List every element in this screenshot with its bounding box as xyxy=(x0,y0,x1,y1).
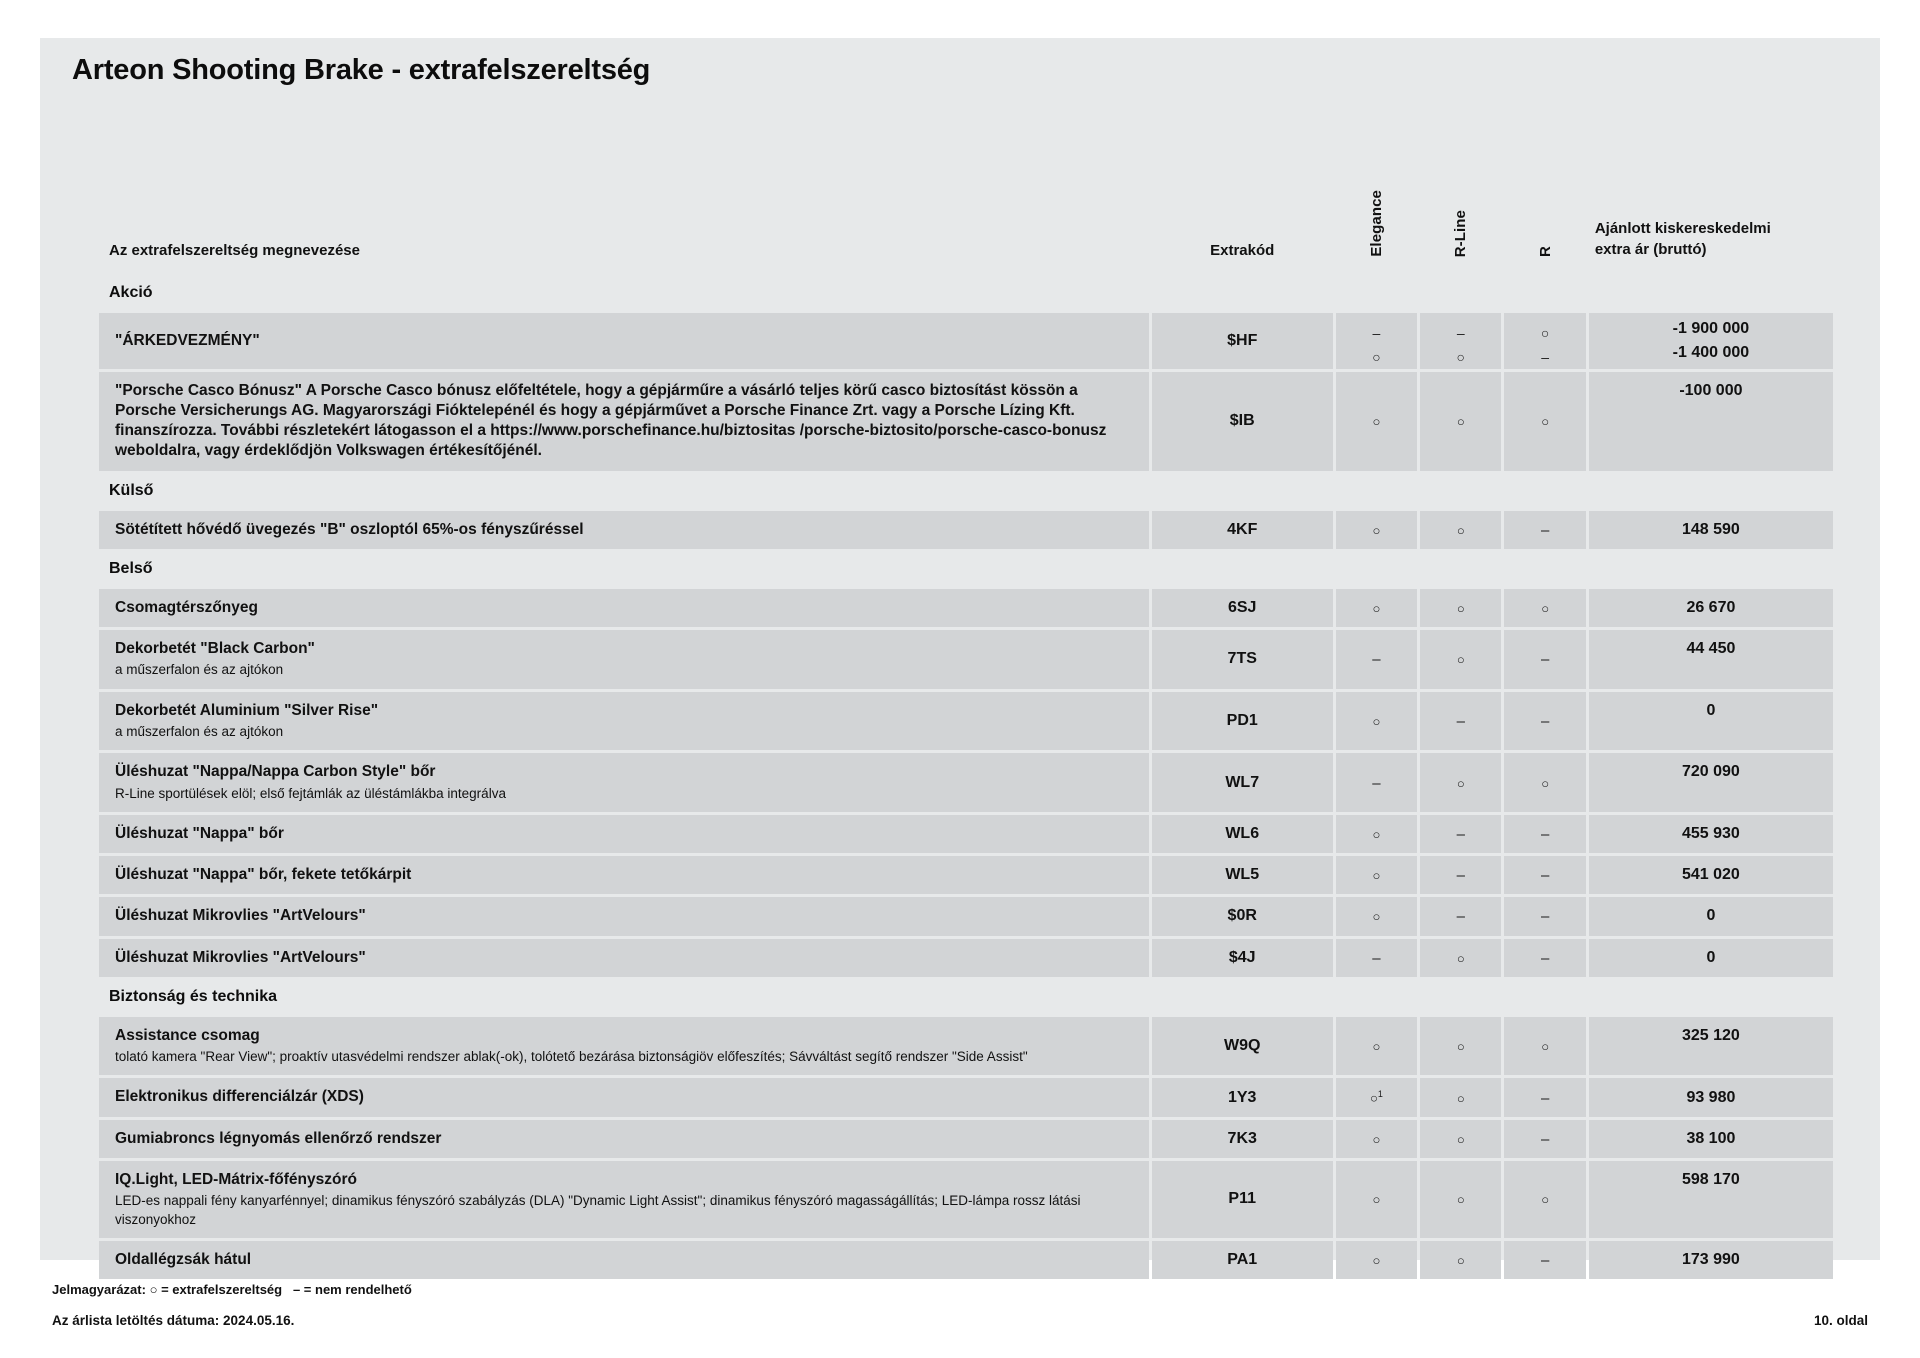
availability-rline xyxy=(1420,1017,1501,1076)
extra-price: 0 xyxy=(1589,939,1833,977)
extra-title: Gumiabroncs légnyomás ellenőrző rendszer xyxy=(115,1129,442,1147)
group-heading: Akció xyxy=(109,284,153,301)
availability-r xyxy=(1504,1241,1585,1279)
availability-mark: – xyxy=(1540,826,1550,844)
availability-r xyxy=(1504,753,1585,812)
table-row xyxy=(99,939,1833,977)
extra-price: 0 xyxy=(1589,692,1833,751)
extra-code: $0R xyxy=(1152,897,1333,935)
table-row xyxy=(99,753,1833,812)
extra-price: 720 090 xyxy=(1589,753,1833,812)
availability-elegance xyxy=(1336,313,1417,369)
column-header-rline-label: R-Line xyxy=(1452,209,1470,257)
extra-code: $4J xyxy=(1152,939,1333,977)
group-heading-row xyxy=(99,552,1833,586)
availability-mark: – xyxy=(1456,908,1465,926)
column-header-price-line2: extra ár (bruttó) xyxy=(1594,241,1707,259)
availability-mark: ○ xyxy=(1372,909,1381,925)
availability-r xyxy=(1504,372,1585,471)
table-row xyxy=(99,630,1833,689)
availability-mark: – xyxy=(1540,949,1550,967)
availability-mark: ○ xyxy=(1456,1090,1465,1106)
extra-code: 1Y3 xyxy=(1152,1078,1333,1116)
availability-rline xyxy=(1420,1078,1501,1116)
extra-name-cell xyxy=(99,856,1149,894)
column-header-rline xyxy=(1420,153,1501,273)
availability-r xyxy=(1504,692,1585,751)
table-row xyxy=(99,1120,1833,1158)
extra-name-cell xyxy=(99,1161,1149,1238)
legend-circle-icon: ○ xyxy=(149,1282,158,1297)
extra-description: R-Line sportülések elöl; első fejtámlák az üléstámlákba integrálva xyxy=(115,785,506,801)
availability-mark: – xyxy=(1541,349,1550,365)
extra-name-cell xyxy=(99,511,1149,549)
extras-table xyxy=(96,150,1836,1282)
availability-mark: ○ xyxy=(1372,713,1381,729)
extra-title: Üléshuzat "Nappa" bőr, fekete tetőkárpit xyxy=(115,866,412,884)
extra-price: -100 000 xyxy=(1589,372,1833,471)
availability-mark: – xyxy=(1456,826,1465,844)
availability-mark: ○ xyxy=(1372,1192,1381,1208)
extra-code: P11 xyxy=(1152,1161,1333,1238)
column-header-elegance-label: Elegance xyxy=(1367,190,1385,257)
column-header-name: Az extrafelszereltség megnevezése xyxy=(109,242,360,259)
group-heading: Külső xyxy=(109,481,154,499)
availability-mark: – xyxy=(1540,1089,1550,1107)
availability-mark: ○ xyxy=(1456,775,1465,791)
availability-rline xyxy=(1420,815,1501,853)
extra-price: 148 590 xyxy=(1589,511,1833,549)
availability-mark: – xyxy=(1540,651,1550,669)
availability-mark: ○ xyxy=(1372,1039,1381,1055)
availability-mark: ○ xyxy=(1541,775,1550,791)
extra-price: 598 170 xyxy=(1589,1161,1833,1238)
extra-name-cell xyxy=(99,313,1149,369)
group-heading: Belső xyxy=(109,559,153,577)
table-row xyxy=(99,1078,1833,1116)
extra-price: 455 930 xyxy=(1589,815,1833,853)
extra-title: Üléshuzat "Nappa" bőr xyxy=(115,825,284,843)
availability-mark: ○ xyxy=(1541,600,1550,616)
extra-title: IQ.Light, LED-Mátrix-főfényszóró xyxy=(115,1170,357,1188)
column-header-code: Extrakód xyxy=(1210,242,1275,259)
availability-r xyxy=(1504,1078,1585,1116)
availability-r xyxy=(1504,1161,1585,1238)
extra-code: 7K3 xyxy=(1152,1120,1333,1158)
extra-code: 4KF xyxy=(1152,511,1333,549)
availability-mark: – xyxy=(1456,867,1465,885)
page-number: 10. oldal xyxy=(1813,1313,1868,1328)
availability-rline xyxy=(1420,856,1501,894)
legend xyxy=(52,1282,1868,1297)
availability-rline xyxy=(1420,511,1501,549)
availability-mark: ○ xyxy=(1372,868,1381,884)
page-footer xyxy=(52,1282,1868,1328)
extra-name-cell xyxy=(99,692,1149,751)
availability-mark: ○ xyxy=(1372,1253,1381,1269)
extra-code: PA1 xyxy=(1152,1241,1333,1279)
footnote-marker: 1 xyxy=(1377,1089,1383,1100)
availability-rline xyxy=(1420,1241,1501,1279)
table-row xyxy=(99,511,1833,549)
table-header xyxy=(99,153,1833,273)
extra-title: Csomagtérszőnyeg xyxy=(115,598,258,616)
extra-title: "ÁRKEDVEZMÉNY" xyxy=(115,331,260,349)
extra-price: 173 990 xyxy=(1589,1241,1833,1279)
extra-name-cell xyxy=(99,1078,1149,1116)
extra-title: "Porsche Casco Bónusz" A Porsche Casco bónusz előfeltétele, hogy a gépjárműre a vásárló teljes körű casco biztosítást kössön a Porsche Versicherungs AG. Magyarországi Fióktelepénél és hogy a gépjárművet a Porsche Finance Zrt. vagy a Porsche Lízing Kft. finanszírozza. További részletekért látogasson el a https://www.porschefinance.hu/biztositas /porsche-biztosito/porsche-casco-bonusz weboldalra, vagy érdeklődjön Volkswagen értékesítőjénél. xyxy=(115,382,1107,460)
table-row xyxy=(99,815,1833,853)
extra-title: Sötétített hővédő üvegezés "B" oszloptól 65%-os fényszűréssel xyxy=(115,520,584,538)
availability-mark: ○ xyxy=(1372,600,1381,616)
column-header-r xyxy=(1504,153,1585,273)
title-area xyxy=(72,38,1872,87)
extra-name-cell xyxy=(99,372,1149,471)
extra-price: 0 xyxy=(1589,897,1833,935)
table-row xyxy=(99,1241,1833,1279)
table-row xyxy=(99,1161,1833,1238)
column-header-elegance xyxy=(1336,153,1417,273)
availability-r xyxy=(1504,939,1585,977)
availability-mark: – xyxy=(1372,651,1381,669)
download-date: Az árlista letöltés dátuma: 2024.05.16. xyxy=(52,1313,295,1328)
availability-r xyxy=(1504,856,1585,894)
table-row xyxy=(99,856,1833,894)
availability-mark: ○ xyxy=(1456,1131,1465,1147)
extra-description: a műszerfalon és az ajtókon xyxy=(115,661,284,677)
availability-r xyxy=(1504,313,1585,369)
availability-mark: – xyxy=(1540,712,1550,730)
table-row xyxy=(99,313,1833,369)
table-row xyxy=(99,1017,1833,1076)
availability-mark: ○ xyxy=(1541,1192,1550,1208)
availability-r xyxy=(1504,630,1585,689)
availability-rline xyxy=(1420,1120,1501,1158)
column-header-price xyxy=(1589,153,1833,273)
availability-mark: ○ xyxy=(1372,349,1381,365)
legend-unavailable-text: – = nem rendelhető xyxy=(292,1282,412,1297)
availability-mark: – xyxy=(1540,1130,1550,1148)
extra-name-cell xyxy=(99,897,1149,935)
availability-elegance xyxy=(1336,372,1417,471)
extra-title: Dekorbetét Aluminium "Silver Rise" xyxy=(115,701,379,719)
availability-elegance xyxy=(1336,939,1417,977)
table-row xyxy=(99,897,1833,935)
extra-description: a műszerfalon és az ajtókon xyxy=(115,723,284,739)
availability-r xyxy=(1504,1120,1585,1158)
extra-price: 26 670 xyxy=(1589,589,1833,627)
price-value: -1 400 000 xyxy=(1672,344,1750,361)
availability-mark: – xyxy=(1456,325,1465,341)
extra-code: W9Q xyxy=(1152,1017,1333,1076)
extra-code: WL5 xyxy=(1152,856,1333,894)
extra-price: 325 120 xyxy=(1589,1017,1833,1076)
group-heading-row xyxy=(99,474,1833,508)
table-row xyxy=(99,372,1833,471)
availability-elegance xyxy=(1336,630,1417,689)
extra-title: Elektronikus differenciálzár (XDS) xyxy=(115,1088,364,1106)
availability-rline xyxy=(1420,692,1501,751)
group-heading-row xyxy=(99,980,1833,1014)
availability-r xyxy=(1504,815,1585,853)
availability-rline xyxy=(1420,1161,1501,1238)
availability-mark: ○ xyxy=(1456,600,1465,616)
legend-available-text: = extrafelszereltség xyxy=(161,1282,283,1297)
availability-mark: ○ xyxy=(1456,652,1465,668)
availability-elegance xyxy=(1336,1120,1417,1158)
extra-name-cell xyxy=(99,1120,1149,1158)
availability-elegance xyxy=(1336,1078,1417,1116)
availability-rline xyxy=(1420,753,1501,812)
availability-elegance xyxy=(1336,511,1417,549)
availability-mark: ○ xyxy=(1456,1253,1465,1269)
group-heading: Biztonság és technika xyxy=(109,987,278,1005)
availability-r xyxy=(1504,1017,1585,1076)
extra-price: 38 100 xyxy=(1589,1120,1833,1158)
extra-name-cell xyxy=(99,753,1149,812)
extra-name-cell xyxy=(99,1241,1149,1279)
extra-name-cell xyxy=(99,630,1149,689)
availability-rline xyxy=(1420,313,1501,369)
extra-title: Dekorbetét "Black Carbon" xyxy=(115,639,315,657)
availability-mark: ○ xyxy=(1540,325,1550,341)
extra-price: 541 020 xyxy=(1589,856,1833,894)
availability-mark: ○ xyxy=(1372,827,1381,843)
page-title: Arteon Shooting Brake - extrafelszereltség xyxy=(72,54,651,86)
table-body xyxy=(99,276,1833,1279)
extra-code: WL6 xyxy=(1152,815,1333,853)
availability-elegance xyxy=(1336,856,1417,894)
availability-elegance xyxy=(1336,815,1417,853)
availability-mark: ○ xyxy=(1456,950,1465,966)
availability-mark: ○ xyxy=(1456,1192,1465,1208)
extra-title: Üléshuzat Mikrovlies "ArtVelours" xyxy=(115,907,366,925)
availability-mark: – xyxy=(1372,774,1381,792)
availability-mark: – xyxy=(1540,908,1550,926)
availability-r xyxy=(1504,897,1585,935)
availability-mark: ○ xyxy=(1372,1131,1381,1147)
availability-r xyxy=(1504,511,1585,549)
column-header-price-line1: Ajánlott kiskereskedelmi xyxy=(1594,219,1771,237)
availability-elegance xyxy=(1336,692,1417,751)
extra-title: Üléshuzat Mikrovlies "ArtVelours" xyxy=(115,948,366,966)
availability-mark: – xyxy=(1372,949,1381,967)
availability-elegance xyxy=(1336,1241,1417,1279)
extra-title: Oldallégzsák hátul xyxy=(115,1251,252,1269)
extra-description: LED-es nappali fény kanyarfénnyel; dinamikus fényszóró szabályzás (DLA) "Dynamic Light Assist"; dinamikus fényszóró magasságállítás; LED-lámpa rossz látási viszonyokhoz xyxy=(115,1192,1081,1227)
availability-elegance xyxy=(1336,753,1417,812)
availability-mark: – xyxy=(1456,712,1465,730)
extra-code: $IB xyxy=(1152,372,1333,471)
extra-price: 44 450 xyxy=(1589,630,1833,689)
table-row xyxy=(99,589,1833,627)
availability-rline xyxy=(1420,372,1501,471)
extra-code: WL7 xyxy=(1152,753,1333,812)
extra-title: Üléshuzat "Nappa/Nappa Carbon Style" bőr xyxy=(115,763,436,781)
legend-label: Jelmagyarázat: xyxy=(52,1282,146,1297)
availability-elegance xyxy=(1336,897,1417,935)
extra-name-cell xyxy=(99,589,1149,627)
availability-rline xyxy=(1420,897,1501,935)
availability-mark: – xyxy=(1372,325,1381,341)
availability-elegance xyxy=(1336,1161,1417,1238)
availability-mark: – xyxy=(1540,867,1550,885)
availability-mark: – xyxy=(1540,521,1550,539)
availability-mark: ○ xyxy=(1369,1090,1378,1106)
price-value: -1 900 000 xyxy=(1672,320,1750,337)
extra-code: $HF xyxy=(1152,313,1333,369)
availability-rline xyxy=(1420,939,1501,977)
extra-title: Assistance csomag xyxy=(115,1026,260,1044)
availability-mark: ○ xyxy=(1541,1039,1550,1055)
availability-mark: ○ xyxy=(1456,414,1465,430)
availability-elegance xyxy=(1336,589,1417,627)
availability-mark: ○ xyxy=(1456,1039,1465,1055)
extra-code: PD1 xyxy=(1152,692,1333,751)
availability-mark: ○ xyxy=(1456,522,1465,538)
extra-name-cell xyxy=(99,815,1149,853)
availability-mark: ○ xyxy=(1541,414,1550,430)
extra-price xyxy=(1589,313,1833,369)
availability-mark: ○ xyxy=(1456,349,1466,365)
column-header-r-label: R xyxy=(1536,246,1554,257)
availability-mark: ○ xyxy=(1372,414,1381,430)
availability-rline xyxy=(1420,589,1501,627)
availability-mark: – xyxy=(1540,1252,1550,1270)
availability-elegance xyxy=(1336,1017,1417,1076)
availability-rline xyxy=(1420,630,1501,689)
extra-name-cell xyxy=(99,939,1149,977)
extra-description: tolató kamera "Rear View"; proaktív utasvédelmi rendszer ablak(-ok), tolótető bezárása biztonságiöv előfeszítés; Sávváltást segítő rendszer "Side Assist" xyxy=(115,1048,1028,1064)
extra-name-cell xyxy=(99,1017,1149,1076)
availability-r xyxy=(1504,589,1585,627)
extra-code: 7TS xyxy=(1152,630,1333,689)
availability-mark: ○ xyxy=(1372,522,1381,538)
table-row xyxy=(99,692,1833,751)
extra-code: 6SJ xyxy=(1152,589,1333,627)
extra-price: 93 980 xyxy=(1589,1078,1833,1116)
group-heading-row xyxy=(99,276,1833,310)
